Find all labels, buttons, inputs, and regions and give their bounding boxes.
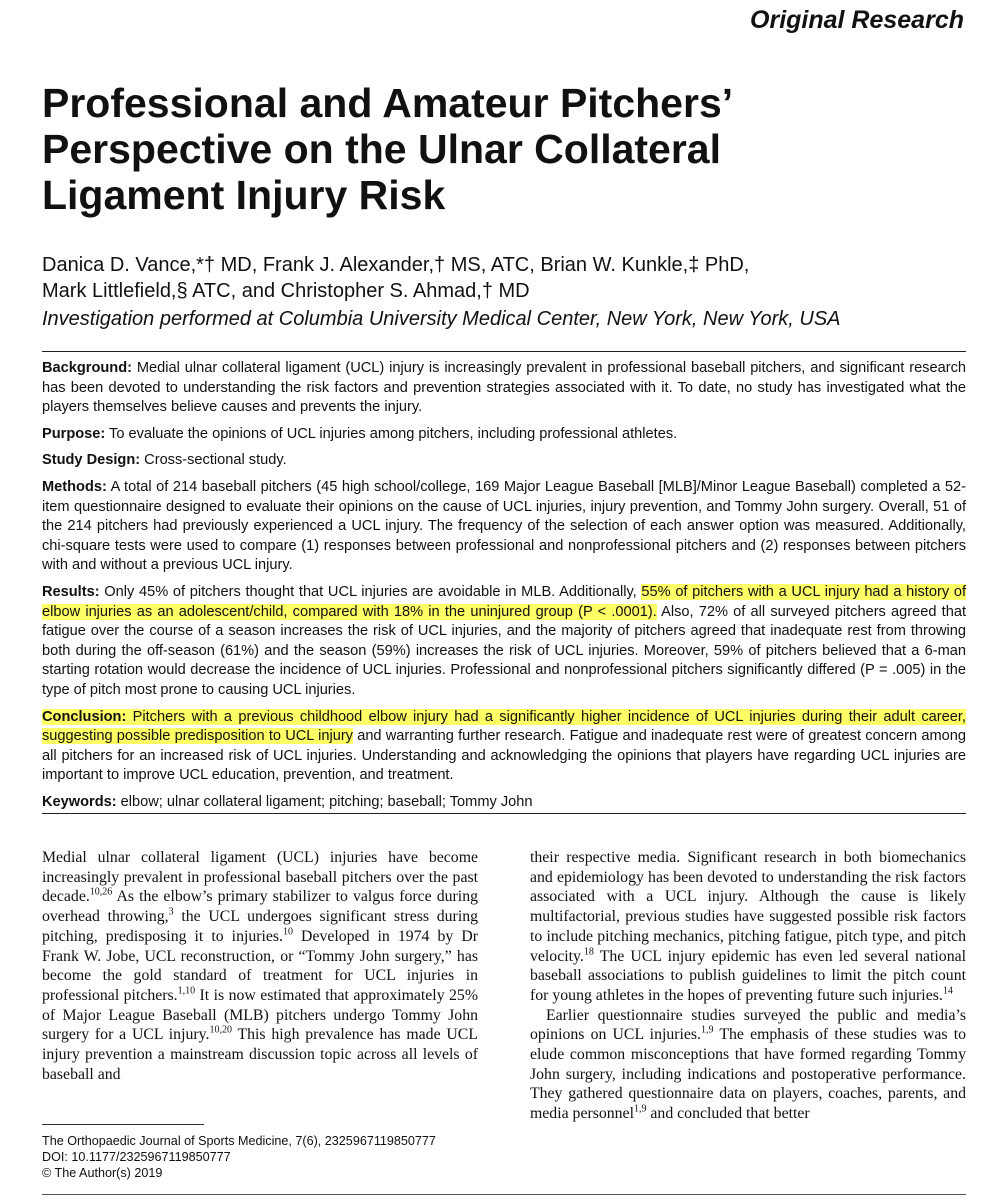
background-text: Medial ulnar collateral ligament (UCL) injury is increasingly prevalent in professional baseball pitchers, and significant research has been devoted to understanding the risk factors and prevention strategies associated with it. To date, no study has investigated what the players themselves believe causes and prevents the injury. [42,360,966,416]
abstract-bottom-rule [42,813,966,814]
purpose-text: To evaluate the opinions of UCL injuries among pitchers, including professional athletes. [105,425,678,442]
methods-text: A total of 214 baseball pitchers (45 high school/college, 169 Major League Baseball [MLB]/Minor League Baseball) completed a 52-item questionnaire designed to evaluate their opinions on the cause of UCL injuries, injury prevention, and Tommy John surgery. Overall, 51 of the 214 pitchers had previously experienced a UCL injury. The frequency of the selection of each answer option was measured. Additionally, chi-square tests were used to compare (1) responses between professional and nonprofessional pitchers and (2) responses between pitchers with and without a previous UCL injury. [42,478,966,574]
abstract-keywords [42,793,966,813]
conclusion-highlight: Pitchers with a previous childhood elbow injury had a significantly higher incidence of UCL injuries during their adult career, suggesting possible predisposition to UCL injury [42,708,966,745]
results-label: Results: [42,583,100,600]
body-paragraph: Earlier questionnaire studies surveyed the public and media’s opinions on UCL injuries.$^{1,9}$ The emphasis of these studies was to elude common misconceptions that have formed regarding Tommy John surgery, including indications and postoperative performance. They gathered questionnaire data on players, coaches, parents, and media personnel$^{1,9}$ and concluded that better [530,1006,966,1123]
title-line: Perspective on the Ulnar Collateral [42,126,722,172]
results-text: Only 45% of pitchers thought that UCL injuries are avoidable in MLB. Additionally, [99,583,642,600]
institution-line: Investigation performed at Columbia University Medical Center, New York, New York, USA [42,308,841,330]
abstract-study-design [42,451,966,471]
purpose-label: Purpose: [42,425,106,442]
citation: 10,20 [209,1025,232,1037]
abstract-purpose [42,425,966,445]
author-line: Mark Littlefield,§ ATC, and Christopher S. Ahmad,† MD [42,280,530,302]
footnote-rule [42,1124,204,1125]
background-label: Background: [42,360,132,376]
conclusion-text: and warranting further research. Fatigue and inadequate rest were of greatest concern among all pitchers for an increased risk of UCL injuries. Understanding and acknowledging the opinions that players have regarding UCL injuries are important to improve UCL education, prevention, and treatment. [42,728,966,784]
body-paragraph: Medial ulnar collateral ligament (UCL) injuries have become increasingly prevalent in professional baseball pitchers over the past decade.$^{10,26}$ As the elbow’s primary stabilizer to valgus force during overhead throwing,$^3$ the UCL undergoes significant stress during pitching, predisposing it to injuries.$^{10}$ Developed in 1974 by Dr Frank W. Jobe, UCL reconstruction, or “Tommy John surgery,” has become the gold standard of treatment for UCL injuries in professional pitchers.$^{1,10}$ It is now estimated that approximately 25% of Major League Baseball (MLB) pitchers undergo Tommy John surgery for a UCL injury.$^{10,20}$ This high prevalence has made UCL injury prevention a mainstream discussion topic across all levels of baseball and [42,849,479,1083]
keywords-text: elbow; ulnar collateral ligament; pitching; baseball; Tommy John [116,793,533,810]
design-label: Study Design: [42,452,141,469]
body-column-right [530,848,966,1124]
body-column-left [42,848,478,1084]
article-title [42,80,942,218]
citation: 3 [168,906,174,918]
citation: 1,10 [177,985,196,997]
abstract-conclusion [42,708,966,786]
abstract [42,359,966,819]
keywords-label: Keywords: [42,793,117,810]
abstract-results [42,583,966,701]
methods-label: Methods: [42,478,107,495]
author-list [42,252,962,304]
footnote [42,1133,502,1181]
copyright: © The Author(s) 2019 [42,1166,163,1180]
conclusion-label: Conclusion: [42,708,127,725]
abstract-background [42,359,966,418]
doi: DOI: 10.1177/2325967119850777 [42,1150,231,1164]
citation: 10,26 [89,887,113,899]
citation: 1,9 [633,1103,647,1115]
results-text-continued: Also, 72% of all surveyed pitchers agreed that fatigue over the course of a season increases the risk of UCL injuries, and the majority of pitchers agreed that inadequate rest from throwing both during the off-season (61%) and the season (59%) increases the risk of UCL injuries. Moreover, 59% of pitchers believed that a 6-man starting rotation would decrease the incidence of UCL injuries. Professional and nonprofessional pitchers significantly differed (P = .005) in the type of pitch most prone to causing UCL injuries. [42,603,967,698]
section-label: Original Research [750,6,964,34]
title-line: Professional and Amateur Pitchers’ [42,80,734,126]
citation: 14 [942,985,953,997]
citation: 1,9 [701,1025,714,1037]
results-highlight: 55% of pitchers with a UCL injury had a history of elbow injuries as an adolescent/child, compared with 18% in the uninjured group (P < .0001). [42,583,966,620]
citation: 18 [583,946,594,958]
page-bottom-rule [42,1194,966,1195]
citation: 10 [283,926,294,938]
abstract-methods [42,478,966,576]
body-paragraph: their respective media. Significant research in both biomechanics and epidemiology has been devoted to understanding the risk factors associated with a UCL injury. Although the cause is likely multifactorial, previous studies have suggested possible risk factors to include pitching mechanics, pitching fatigue, pitch type, and pitch velocity.$^{18}$ The UCL injury epidemic has even led several national baseball associations to publish guidelines to limit the pitch count for young athletes in the hopes of preventing future such injuries.$^{14}$ [530,849,966,1004]
author-line: Danica D. Vance,*† MD, Frank J. Alexander,† MS, ATC, Brian W. Kunkle,‡ PhD, [42,254,750,276]
title-line: Ligament Injury Risk [42,172,446,218]
journal-citation: The Orthopaedic Journal of Sports Medicine, 7(6), 2325967119850777 [42,1134,436,1148]
design-text: Cross-sectional study. [140,452,287,469]
abstract-top-rule [42,351,966,352]
